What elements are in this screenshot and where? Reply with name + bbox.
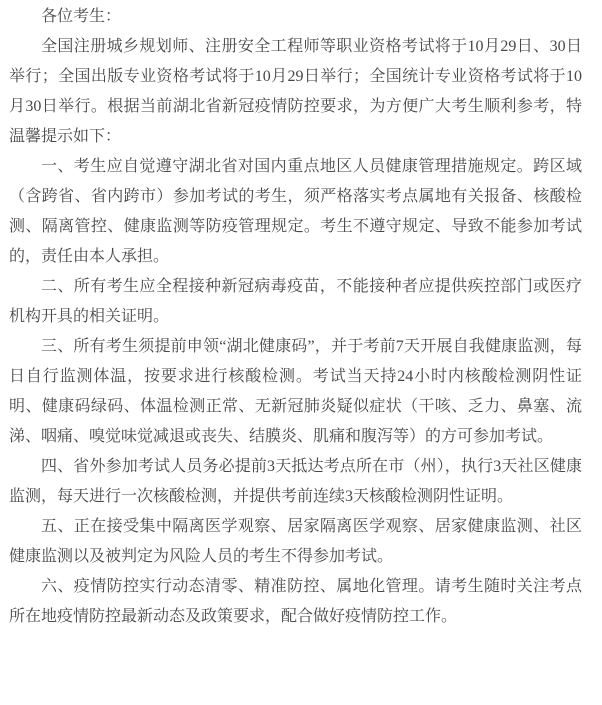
paragraph-item-4-out-of-province-arrival: 四、省外参加考试人员务必提前3天抵达考点所在市（州），执行3天社区健康监测，每天进行一次核酸检测，并提供考前连续3天核酸检测阴性证明。 (9, 458, 582, 505)
paragraph-item-6-dynamic-zero-policy: 六、疫情防控实行动态清零、精准防控、属地化管理。请考生随时关注考点所在地疫情防控最新动态及政策要求，配合做好疫情防控工作。 (9, 578, 582, 625)
paragraph-item-2-vaccination: 二、所有考生应全程接种新冠病毒疫苗，不能接种者应提供疾控部门或医疗机构开具的相关证明。 (9, 278, 582, 325)
paragraph-item-5-quarantine-restrictions: 五、正在接受集中隔离医学观察、居家隔离医学观察、居家健康监测、社区健康监测以及被判定为风险人员的考生不得参加考试。 (9, 518, 582, 565)
paragraph-item-3-health-code-monitoring: 三、所有考生须提前申领“湖北健康码”，并于考前7天开展自我健康监测，每日自行监测体温，按要求进行核酸检测。考试当天持24小时内核酸检测阴性证明、健康码绿码、体温检测正常、无新冠肺炎疑似症状（干咳、乏力、鼻塞、流涕、咽痛、嗅觉味觉减退或丧失、结膜炎、肌痛和腹泻等）的方可参加考试。 (9, 338, 582, 445)
paragraph-exam-schedule-intro: 全国注册城乡规划师、注册安全工程师等职业资格考试将于10月29日、30日举行；全国出版专业资格考试将于10月29日举行；全国统计专业资格考试将于10月30日举行。根据当前湖北省新冠疫情防控要求，为方便广大考生顺利参考，特温馨提示如下： (9, 38, 582, 145)
paragraph-item-1-health-management-rules: 一、考生应自觉遵守湖北省对国内重点地区人员健康管理措施规定。跨区域（含跨省、省内跨市）参加考试的考生，须严格落实考点属地有关报备、核酸检测、隔离管控、健康监测等防疫管理规定。考生不遵守规定、导致不能参加考试的，责任由本人承担。 (9, 158, 582, 265)
salutation: 各位考生： (41, 8, 122, 25)
